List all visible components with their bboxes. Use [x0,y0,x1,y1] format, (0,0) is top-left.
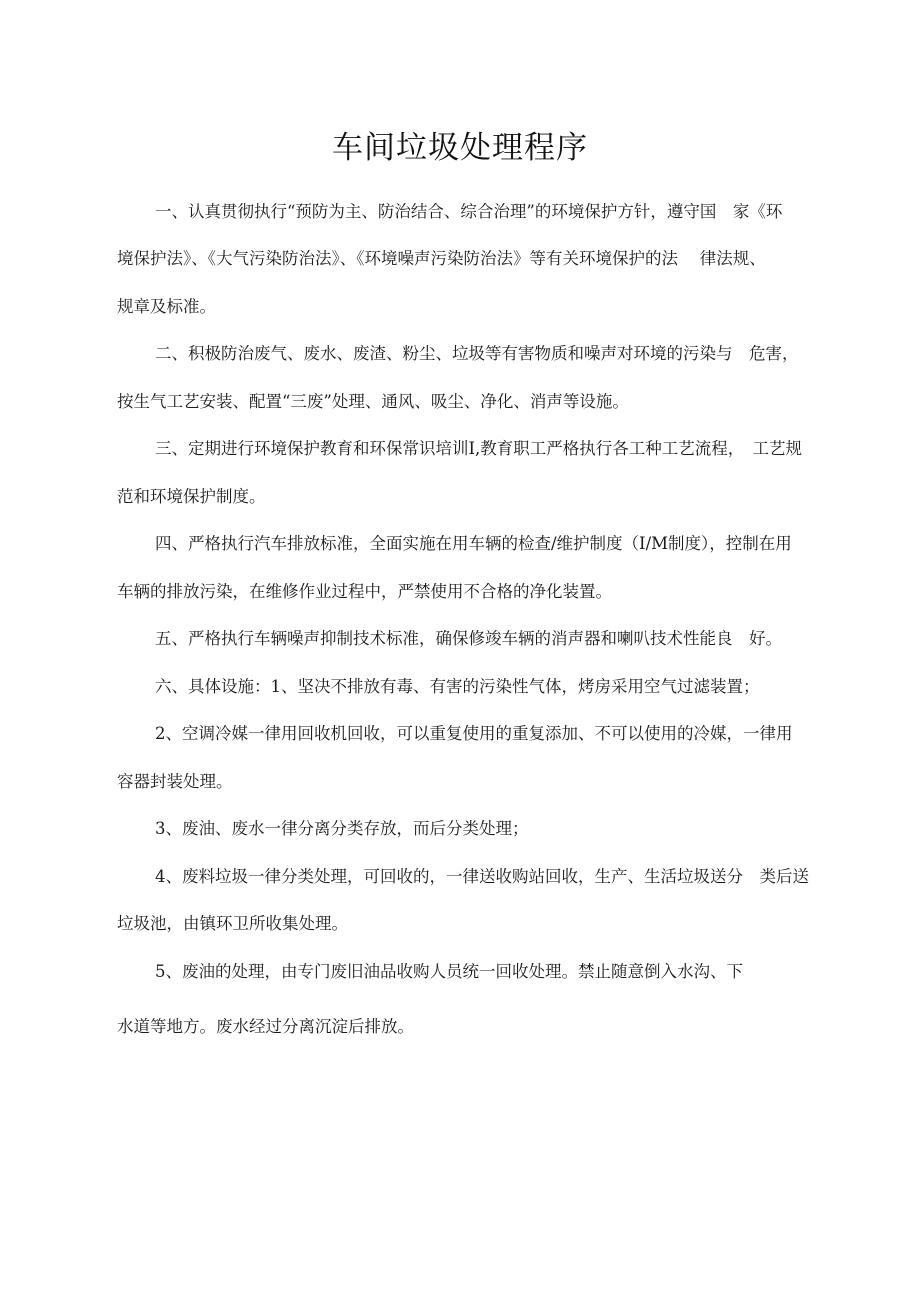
paragraph-1-line-1: 一、认真贯彻执行“预防为主、防治结合、综合治理”的环境保护方针，遵守国 家《环 [155,202,783,221]
paragraph-3-line-2: 范和环境保护制度。 [117,487,266,506]
paragraph-2-line-1: 二、积极防治废气、废水、废渣、粉尘、垃圾等有害物质和噪声对环境的污染与 危害， [155,344,799,363]
paragraph-5-line-1: 五、严格执行车辆噪声抑制技术标准，确保修竣车辆的消声器和喇叭技术性能良 好。 [155,629,782,648]
item-4-line-1: 4、废料垃圾一律分类处理，可回收的，一律送收购站回收，生产、生活垃圾送分 类后送 [155,867,809,886]
paragraph-6-line-1: 六、具体设施：1、坚决不排放有毒、有害的污染性气体，烤房采用空气过滤装置； [155,677,760,696]
item-2-line-2: 容器封装处理。 [117,772,233,791]
item-2-line-1: 2、空调冷媒一律用回收机回收，可以重复使用的重复添加、不可以使用的冷媒，一律用 [155,724,793,743]
paragraph-4-line-2: 车辆的排放污染，在维修作业过程中，严禁使用不合格的净化装置。 [117,582,612,601]
paragraph-4-line-1: 四、严格执行汽车排放标准，全面实施在用车辆的检查/维护制度（I/M制度），控制在用 [155,534,792,553]
paragraph-1-line-2: 境保护法》、《大气污染防治法》、《环境噪声污染防治法》等有关环境保护的法 律法规、 [117,249,766,268]
item-5-line-2: 水道等地方。废水经过分离沉淀后排放。 [117,1017,414,1036]
paragraph-3-line-1: 三、定期进行环境保护教育和环保常识培训I,教育职工严格执行各工种工艺流程， 工艺规 [155,439,803,458]
paragraph-2-line-2: 按生气工艺安装、配置“三废”处理、通风、吸尘、净化、消声等设施。 [117,392,629,411]
page-title: 车间垃圾处理程序 [332,130,588,166]
item-3-line-1: 3、废油、废水一律分离分类存放，而后分类处理； [155,819,529,838]
item-4-line-2: 垃圾池，由镇环卫所收集处理。 [117,914,348,933]
item-5-line-1: 5、废油的处理，由专门废旧油品收购人员统一回收处理。禁止随意倒入水沟、下 [155,962,743,981]
paragraph-1-line-3: 规章及标准。 [117,297,216,316]
